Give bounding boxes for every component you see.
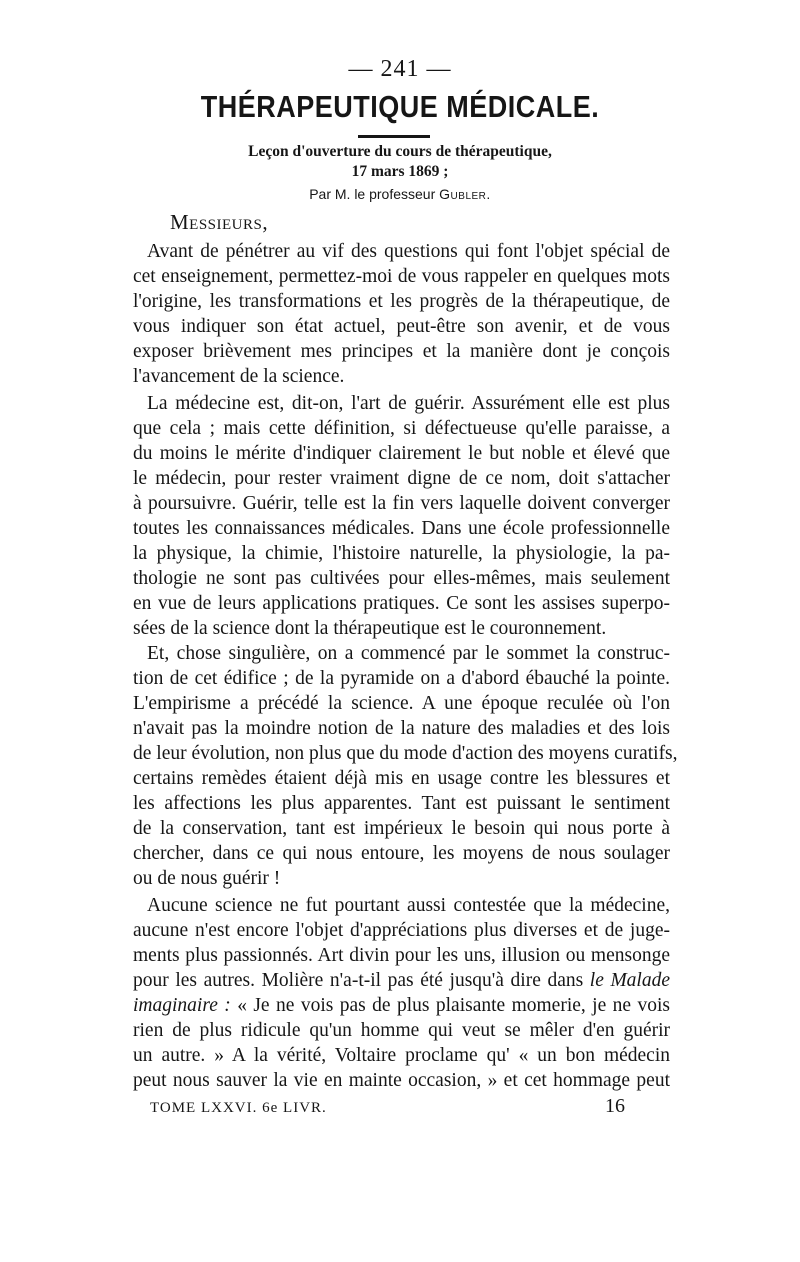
text-line: Et, chose singulière, on a commencé par le sommet la construc- — [147, 643, 670, 664]
signature-mark: TOME LXXVI. 6e LIVR. — [150, 1100, 327, 1116]
text-line: exposer brièvement mes principes et la manière dont je conçois — [133, 341, 670, 362]
page-title: THÉRAPEUTIQUE MÉDICALE. — [200, 90, 600, 124]
text-line: certains remèdes étaient déjà mis en usage contre les blessures et — [133, 768, 670, 789]
text-line: ou de nous guérir ! — [133, 868, 281, 889]
text-line: rien de plus ridicule qu'un homme qui veut se mêler d'en guérir — [133, 1020, 670, 1041]
page-number: — 241 — — [348, 56, 452, 82]
subtitle-line-2: 17 mars 1869 ; — [351, 163, 449, 180]
text-segment: pour les autres. Molière n'a-t-il pas été jusqu'à dire dans — [133, 970, 584, 991]
text-line: toutes les connaissances médicales. Dans une école professionnelle — [133, 518, 670, 539]
text-line: du moins le mérite d'indiquer clairement le but noble et élevé que — [133, 443, 670, 464]
text-line: un autre. » A la vérité, Voltaire proclame qu' « un bon médecin — [133, 1045, 670, 1066]
byline-prefix: Par M. le professeur — [309, 186, 436, 202]
text-line: en vue de leurs applications pratiques. Ce sont les assises superpo- — [133, 593, 670, 614]
text-line: que cela ; mais cette définition, si défectueuse qu'elle paraisse, a — [133, 418, 670, 439]
text-line: aucune n'est encore l'objet d'appréciations plus diverses et de juge- — [133, 920, 670, 941]
text-line: ments plus passionnés. Art divin pour les uns, illusion ou mensonge — [133, 945, 670, 966]
text-line: de la conservation, tant est impérieux le besoin qui nous porte à — [133, 818, 670, 839]
text-line: l'origine, les transformations et les progrès de la thérapeutique, de — [133, 291, 670, 312]
text-line: La médecine est, dit-on, l'art de guérir. Assurément elle est plus — [147, 393, 670, 414]
text-line: sées de la science dont la thérapeutique est le couronnement. — [133, 618, 607, 639]
text-line: L'empirisme a précédé la science. A une époque reculée où l'on — [133, 693, 670, 714]
text-line: chercher, dans ce qui nous entoure, les moyens de nous soulager — [133, 843, 670, 864]
text-line: Avant de pénétrer au vif des questions qui font l'objet spécial de — [147, 241, 670, 262]
text-line: cet enseignement, permettez-moi de vous rappeler en quelques mots — [133, 266, 670, 287]
text-segment: « Je ne vois pas de plus plaisante momerie, je ne vois — [237, 995, 670, 1016]
text-line: Aucune science ne fut pourtant aussi contestée que la médecine, — [147, 895, 670, 916]
text-line — [133, 968, 670, 994]
byline — [0, 186, 800, 202]
text-line: thologie ne sont pas cultivées pour elles-mêmes, mais seulement — [133, 568, 670, 589]
text-line: les affections les plus apparentes. Tant est puissant le sentiment — [133, 793, 670, 814]
title-rule — [358, 135, 430, 138]
italic-title: le Malade — [589, 970, 671, 991]
text-line: de leur évolution, non plus que du mode d'action des moyens curatifs, — [133, 743, 678, 764]
text-line — [133, 993, 670, 1019]
text-line: à poursuivre. Guérir, telle est la fin vers laquelle doivent converger — [133, 493, 670, 514]
text-line: tion de cet édifice ; de la pyramide on a d'abord ébauché la pointe. — [133, 668, 670, 689]
text-line: l'avancement de la science. — [133, 366, 345, 387]
text-line: la physique, la chimie, l'histoire naturelle, la physiologie, la pa- — [133, 543, 670, 564]
signature-number: 16 — [605, 1095, 625, 1117]
salutation: Messieurs, — [170, 210, 269, 234]
byline-name: Gubler. — [439, 186, 491, 202]
text-line: peut nous sauver la vie en mainte occasion, » et cet hommage peut — [133, 1070, 670, 1091]
text-line: vous indiquer son état actuel, peut-être son avenir, et de vous — [133, 316, 670, 337]
text-line: le médecin, pour rester vraiment digne de ce nom, doit s'attacher — [133, 468, 670, 489]
italic-title: imaginaire : — [133, 995, 231, 1016]
subtitle-line-1: Leçon d'ouverture du cours de thérapeutique, — [248, 143, 552, 160]
text-line: n'avait pas la moindre notion de la nature des maladies et des lois — [133, 718, 670, 739]
